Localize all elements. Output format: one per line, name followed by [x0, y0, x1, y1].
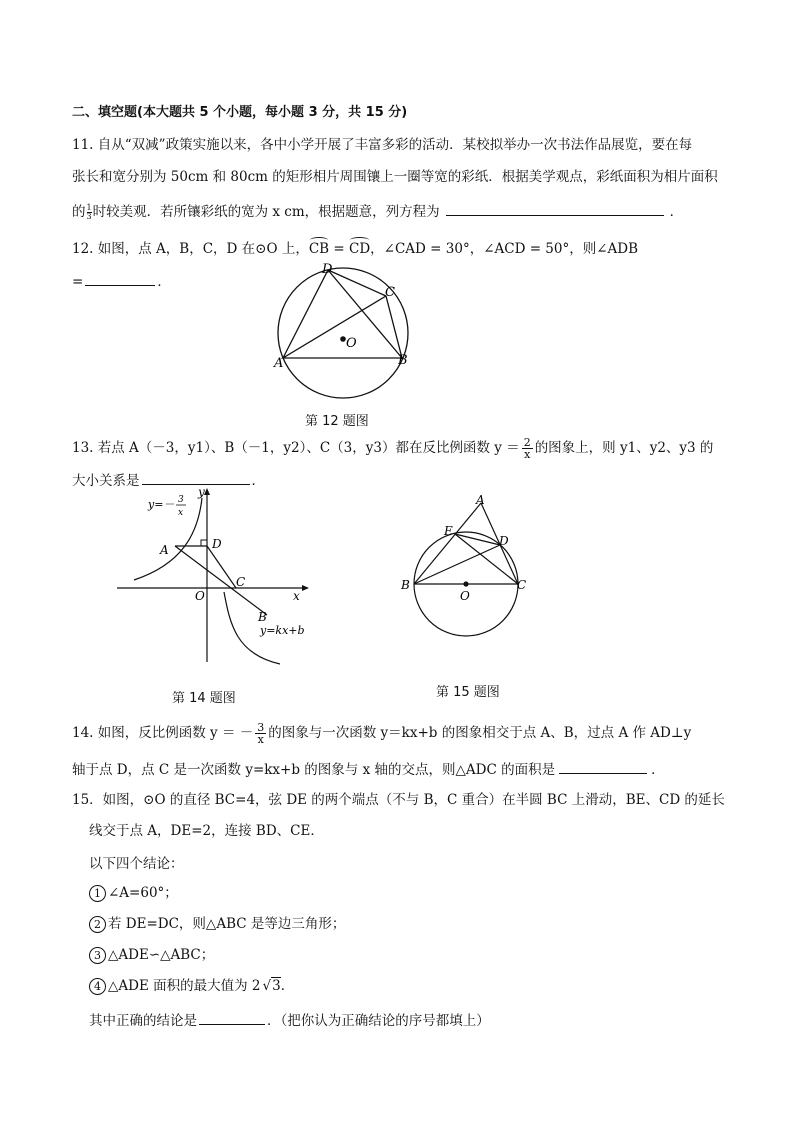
q11-line3	[72, 201, 683, 221]
q12-line2	[72, 271, 171, 291]
q15-line1: 15．如图，⊙O 的直径 BC=4，弦 DE 的两个端点（不与 B，C 重合）在半圆 BC 上滑动，BE、CD 的延长	[72, 792, 725, 808]
q14-frac-den: x	[257, 733, 264, 746]
figure-12	[266, 256, 426, 406]
q13-line2-a: 大小关系是	[72, 473, 140, 489]
fig15-center-point	[463, 581, 468, 586]
fig12-label-c: C	[385, 285, 395, 300]
q15-item1-number: 1	[89, 885, 106, 902]
q13-line1-b: 的图象上，则 y1、y2、y3 的	[534, 440, 714, 456]
figure-14	[112, 484, 312, 669]
q15-line2: 线交于点 A，DE=2，连接 BD、CE．	[89, 823, 324, 839]
q15-item3	[89, 946, 214, 964]
q13-fraction	[522, 437, 533, 460]
q15-answer-blank[interactable]	[199, 1010, 265, 1025]
q14-line1-a: 14. 如图，反比例函数 y ＝ －	[72, 725, 254, 741]
q11-line2: 张长和宽分别为 50cm 和 80cm 的矩形相片周围镶上一圈等宽的彩纸．根据美学观点，彩纸面积为相片面积	[72, 169, 718, 185]
q15-item1-text: ∠A=60°；	[108, 885, 178, 901]
fig15-caption: 第 15 题图	[436, 685, 500, 700]
fig14-right-angle	[201, 540, 207, 546]
q15-item4-sqrt: 3	[272, 978, 281, 994]
q11-line3-suffix: 时较美观．若所镶彩纸的宽为 x cm，根据题意，列方程为	[92, 204, 440, 220]
fig15-label-c: C	[517, 578, 527, 592]
q13-line2-b: ．	[251, 473, 265, 489]
fig14-label-o: O	[195, 589, 205, 603]
q13-frac-num: 2	[523, 436, 531, 449]
fig15-line-ba	[414, 503, 481, 584]
q12-line2-b: ．	[157, 274, 171, 290]
fig14-label-y: y	[198, 485, 205, 499]
q13-line1-a: 13. 若点 A（－3，y1）、B（－1，y2）、C（3，y3）都在反比例函数 y ＝	[72, 440, 520, 456]
fig14-y-arrow	[204, 488, 210, 495]
q14-answer-blank[interactable]	[559, 759, 647, 774]
q14-line1-b: 的图象与一次函数 y＝kx+b 的图象相交于点 A、B，过点 A 作 AD⊥y	[268, 725, 692, 741]
fig12-caption: 第 12 题图	[305, 414, 369, 429]
q12-arc-cb: CB	[308, 241, 330, 257]
fig15-label-a: A	[476, 493, 485, 507]
fig14-dc	[207, 546, 236, 588]
q11-line3-prefix: 的	[72, 204, 86, 220]
fig14-curve-label-den: x	[178, 508, 184, 518]
q12-line2-a: =	[72, 274, 84, 290]
q15-last-a: 其中正确的结论是	[89, 1013, 197, 1029]
q11-line3-end: ．	[669, 204, 684, 220]
q14-fraction	[255, 722, 266, 745]
q11-frac-den: 3	[86, 212, 92, 221]
q15-item2-number: 2	[89, 916, 106, 933]
q12-arc-cd: CD	[349, 241, 371, 257]
fig14-curve-label-prefix: y=－	[148, 498, 175, 511]
fig12-label-a: A	[274, 356, 284, 371]
q15-item2	[89, 915, 345, 933]
q14-line2-a: 轴于点 D，点 C 是一次函数 y=kx+b 的图象与 x 轴的交点，则△ADC 的面积是	[72, 762, 556, 778]
sqrt-icon: √	[262, 978, 272, 994]
fig14-label-x: x	[293, 589, 300, 603]
q15-item3-text: △ADE∽△ABC；	[108, 947, 215, 963]
q15-item1	[89, 884, 178, 902]
q13-frac-den: x	[524, 448, 531, 461]
fig12-label-b: B	[398, 353, 408, 368]
fig14-curve-label-num: 3	[178, 495, 184, 505]
fig15-label-o: O	[460, 589, 470, 603]
fig14-label-b: B	[258, 610, 267, 624]
q15-last-b: ．（把你认为正确结论的序号都填上）	[267, 1013, 490, 1029]
q15-last-line	[89, 1010, 490, 1030]
q15-item4-text: △ADE 面积的最大值为 2	[108, 978, 261, 994]
q15-item4-end: ．	[280, 978, 295, 994]
fig15-label-d: D	[499, 534, 509, 548]
fig12-center-point	[340, 336, 346, 342]
q15-item3-number: 3	[89, 947, 106, 964]
fig14-label-c: C	[236, 575, 246, 589]
q14-line2	[72, 759, 665, 779]
fig14-caption: 第 14 题图	[172, 691, 236, 706]
q13-line1	[72, 437, 713, 460]
q14-line2-b: ．	[651, 762, 665, 778]
q15-item4-number: 4	[89, 978, 106, 995]
fig14-line	[175, 546, 267, 615]
q15-item4	[89, 977, 294, 995]
fig15-label-e: E	[444, 524, 453, 538]
fig12-label-o: O	[346, 336, 357, 351]
fig14-label-d: D	[212, 537, 222, 551]
fig14-line-label: y=kx+b	[260, 624, 305, 637]
fig14-x-arrow	[302, 585, 309, 591]
section-title: 二、填空题(本大题共 5 个小题，每小题 3 分，共 15 分)	[72, 105, 408, 120]
fig14-label-a: A	[160, 543, 169, 557]
q11-frac-num: 1	[86, 203, 92, 212]
q11-answer-blank[interactable]	[446, 201, 664, 216]
q12-line1-a: 12. 如图，点 A，B，C，D 在⊙O 上，	[72, 241, 309, 257]
q13-answer-blank[interactable]	[142, 470, 250, 485]
q12-answer-blank[interactable]	[85, 271, 155, 286]
q15-item2-text: 若 DE=DC，则△ABC 是等边三角形；	[108, 916, 346, 932]
q12-eq: =	[329, 241, 349, 257]
fig12-label-d: D	[322, 262, 333, 277]
q14-line1	[72, 722, 691, 745]
q15-line3: 以下四个结论：	[89, 856, 184, 872]
figure-15	[396, 488, 541, 643]
q11-line1: 11. 自从“双减”政策实施以来，各中小学开展了丰富多彩的活动．某校拟举办一次书法作品展览，要在每	[72, 137, 693, 153]
q11-fraction	[87, 204, 92, 221]
fig15-label-b: B	[401, 578, 410, 592]
fig15-line-bd	[414, 545, 500, 584]
q12-line1-b: ，∠CAD = 30°，∠ACD = 50°，则∠ADB	[370, 241, 639, 257]
q14-frac-num: 3	[257, 721, 265, 734]
